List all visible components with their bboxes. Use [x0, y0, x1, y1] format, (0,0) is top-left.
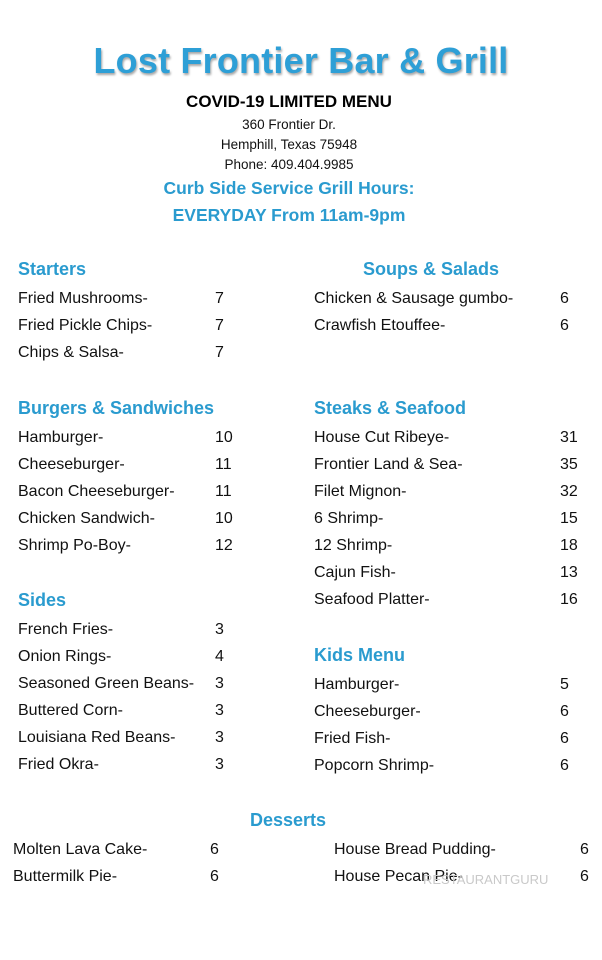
item-name: House Bread Pudding- — [334, 841, 496, 858]
menu-subtitle: COVID-19 LIMITED MENU — [186, 92, 392, 111]
item-name: Seafood Platter- — [314, 591, 430, 608]
phone-number: Phone: 409.404.9985 — [224, 157, 354, 172]
menu-item — [18, 478, 240, 505]
menu-item — [18, 643, 233, 670]
section-title-desserts: Desserts — [250, 810, 327, 830]
item-name: Cheeseburger- — [314, 703, 421, 720]
menu-item — [13, 836, 228, 863]
address-line-1: 360 Frontier Dr. — [242, 117, 336, 132]
menu-item — [18, 697, 233, 724]
item-name: Fried Okra- — [18, 756, 99, 773]
item-name: Buttered Corn- — [18, 702, 123, 719]
item-name: Fried Mushrooms- — [18, 290, 148, 307]
item-name: Bacon Cheeseburger- — [18, 483, 175, 500]
item-price: 15 — [560, 510, 578, 527]
menu-item — [18, 424, 240, 451]
menu-item — [18, 312, 233, 339]
item-name: Cheeseburger- — [18, 456, 125, 473]
section-title-kids: Kids Menu — [314, 645, 406, 665]
item-price: 10 — [215, 429, 233, 446]
menu-item — [314, 671, 579, 698]
menu-item — [18, 724, 233, 751]
item-name: 6 Shrimp- — [314, 510, 384, 527]
item-name: Louisiana Red Beans- — [18, 729, 176, 746]
item-name: Frontier Land & Sea- — [314, 456, 463, 473]
item-price: 7 — [215, 290, 224, 307]
watermark: RESTAURANTGURU — [423, 872, 549, 887]
menu-item — [314, 586, 586, 613]
section-title-burgers: Burgers & Sandwiches — [18, 398, 215, 418]
menu-item — [314, 698, 579, 725]
item-name: French Fries- — [18, 621, 114, 638]
item-name: Chicken & Sausage gumbo- — [314, 290, 514, 307]
item-name: Seasoned Green Beans- — [18, 675, 195, 692]
item-price: 6 — [210, 841, 219, 858]
item-name: Fried Fish- — [314, 730, 391, 747]
item-name: House Pecan Pie- — [334, 868, 463, 885]
item-price: 6 — [560, 757, 569, 774]
item-name: Buttermilk Pie- — [13, 868, 118, 885]
item-price: 3 — [215, 621, 224, 638]
item-name: Onion Rings- — [18, 648, 112, 665]
menu-item — [18, 285, 233, 312]
item-price: 3 — [215, 702, 224, 719]
menu-item — [314, 532, 586, 559]
item-name: Shrimp Po-Boy- — [18, 537, 131, 554]
item-price: 3 — [215, 675, 224, 692]
menu-item — [314, 312, 579, 339]
menu-item — [334, 836, 596, 863]
section-title-soups: Soups & Salads — [363, 259, 500, 279]
item-price: 12 — [215, 537, 233, 554]
item-name: Hamburger- — [314, 676, 400, 693]
item-price: 3 — [215, 756, 224, 773]
item-price: 4 — [215, 648, 224, 665]
menu-item — [314, 424, 586, 451]
item-name: Crawfish Etouffee- — [314, 317, 446, 334]
item-price: 18 — [560, 537, 578, 554]
menu-item — [18, 616, 233, 643]
item-price: 6 — [560, 290, 569, 307]
hours-detail: EVERYDAY From 11am-9pm — [172, 205, 406, 225]
item-name: House Cut Ribeye- — [314, 429, 450, 446]
menu-item — [18, 339, 233, 366]
item-price: 11 — [215, 456, 232, 473]
item-price: 16 — [560, 591, 578, 608]
section-title-steaks: Steaks & Seafood — [314, 398, 467, 418]
menu-item — [18, 451, 240, 478]
item-price: 13 — [560, 564, 578, 581]
item-name: Filet Mignon- — [314, 483, 407, 500]
hours-heading: Curb Side Service Grill Hours: — [163, 178, 415, 198]
restaurant-name: Lost Frontier Bar & Grill — [93, 40, 509, 81]
address-line-2: Hemphill, Texas 75948 — [220, 137, 358, 152]
menu-item — [314, 285, 579, 312]
item-name: Cajun Fish- — [314, 564, 396, 581]
menu-item — [314, 752, 579, 779]
item-price: 11 — [215, 483, 232, 500]
menu-item — [314, 451, 586, 478]
item-price: 5 — [560, 676, 569, 693]
menu-item — [18, 751, 233, 778]
menu-item — [13, 863, 228, 890]
menu-item — [314, 505, 586, 532]
item-price: 6 — [210, 868, 219, 885]
menu-item — [18, 505, 240, 532]
menu-item — [18, 532, 240, 559]
item-price: 35 — [560, 456, 578, 473]
section-title-sides: Sides — [18, 590, 67, 610]
item-price: 31 — [560, 429, 578, 446]
item-name: 12 Shrimp- — [314, 537, 393, 554]
item-price: 3 — [215, 729, 224, 746]
menu-item — [18, 670, 233, 697]
item-price: 6 — [560, 730, 569, 747]
item-price: 7 — [215, 344, 224, 361]
item-name: Fried Pickle Chips- — [18, 317, 153, 334]
item-price: 10 — [215, 510, 233, 527]
item-name: Chips & Salsa- — [18, 344, 124, 361]
item-name: Popcorn Shrimp- — [314, 757, 435, 774]
item-price: 6 — [560, 317, 569, 334]
item-price: 6 — [580, 841, 589, 858]
menu-item — [314, 725, 579, 752]
item-price: 6 — [560, 703, 569, 720]
section-title-starters: Starters — [18, 259, 87, 279]
item-name: Chicken Sandwich- — [18, 510, 155, 527]
menu-item — [314, 478, 586, 505]
item-price: 32 — [560, 483, 578, 500]
item-price: 6 — [580, 868, 589, 885]
item-price: 7 — [215, 317, 224, 334]
item-name: Molten Lava Cake- — [13, 841, 148, 858]
item-name: Hamburger- — [18, 429, 104, 446]
menu-item — [314, 559, 586, 586]
